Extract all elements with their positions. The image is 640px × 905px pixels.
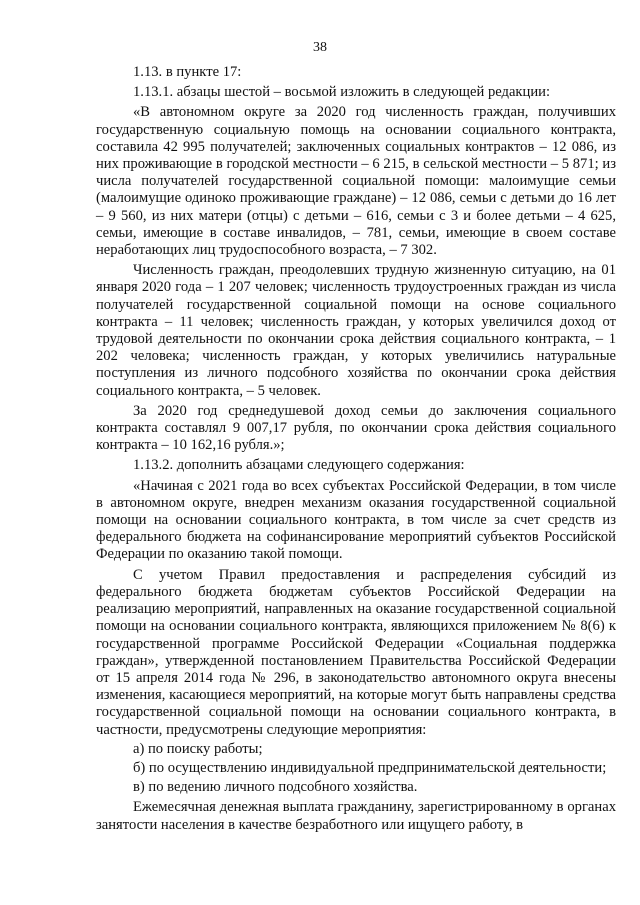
paragraph-monthly-payment: Ежемесячная денежная выплата гражданину, зарегистрированному в органах занятости населения в качестве безработного или ищущего работу, в — [96, 799, 616, 833]
paragraph-average-income: За 2020 год среднедушевой доход семьи до заключения социального контракта составлял 9 007,17 рубля, по окончании срока действия социального контракта – 10 162,16 рубля.»; — [96, 402, 616, 454]
paragraph-item-1-13-1: 1.13.1. абзацы шестой – восьмой изложить в следующей редакции: — [133, 84, 551, 101]
paragraph-quote-2020-stats: «В автономном округе за 2020 год численность граждан, получивших государственную социальную помощь на основании социального контракта, составила 42 995 получателей; заключенных социальных контрактов – 12 086, из них проживающие в городской местности – 6 215, в сельской местности – 5 871; из числа получателей государственной социальной помощи: малоимущие семьи (малоимущие одиноко проживающие граждане) – 12 086, семьи с детьми до 16 лет – 9 560, из них матери (отцы) с детьми – 616, семьи с 3 и более детьми – 4 625, семьи, имеющие в составе инвалидов, – 781, семьи, имеющие в своем составе неработающих лиц трудоспособного возраста, – 7 302. — [96, 104, 616, 259]
paragraph-item-1-13: 1.13. в пункте 17: — [133, 64, 242, 80]
document-body — [96, 64, 616, 834]
paragraph-overcame-difficulties: Численность граждан, преодолевших трудную жизненную ситуацию, на 01 января 2020 года – 1 207 человек; численность трудоустроенных граждан из числа получателей государственной социальной помощи на основе социального контракта – 11 человек; численность граждан, у которых увеличился доход от трудовой деятельности по окончании срока действия социального контракта, – 1 202 человека; численность граждан, у которых увеличились натуральные поступления из личного подсобного хозяйства по окончании срока действия социального контракта, – 5 человек. — [96, 262, 616, 399]
list-item-c: в) по ведению личного подсобного хозяйства. — [133, 779, 418, 796]
page-number: 38 — [313, 40, 327, 55]
paragraph-rules-subsidies: С учетом Правил предоставления и распределения субсидий из федерального бюджета бюджетам субъектов Российской Федерации на реализацию мероприятий, направленных на оказание государственной социальной помощи на основании социального контракта, являющихся приложением № 8(6) к государственной программе Российской Федерации «Социальная поддержка граждан», утвержденной постановлением Правительства Российской Федерации от 15 апреля 2014 года № 296, в законодательство автономного округа внесены изменения, касающиеся мероприятий, на которые могут быть направлены средства государственной социальной помощи на основании социального контракта, в частности, предусмотрены следующие мероприятия: — [96, 566, 616, 738]
paragraph-item-1-13-2: 1.13.2. дополнить абзацами следующего содержания: — [133, 457, 465, 474]
paragraph-mechanism-2021: «Начиная с 2021 года во всех субъектах Российской Федерации, в том числе в автономном округе, внедрен механизм оказания государственной социальной помощи на основании социального контракта, в том числе за счет средств из федерального бюджета на софинансирование мероприятий субъектов Российской Федерации по оказанию такой помощи. — [96, 477, 616, 563]
list-item-b: б) по осуществлению индивидуальной предпринимательской деятельности; — [133, 759, 607, 776]
list-item-a: а) по поиску работы; — [133, 740, 263, 757]
